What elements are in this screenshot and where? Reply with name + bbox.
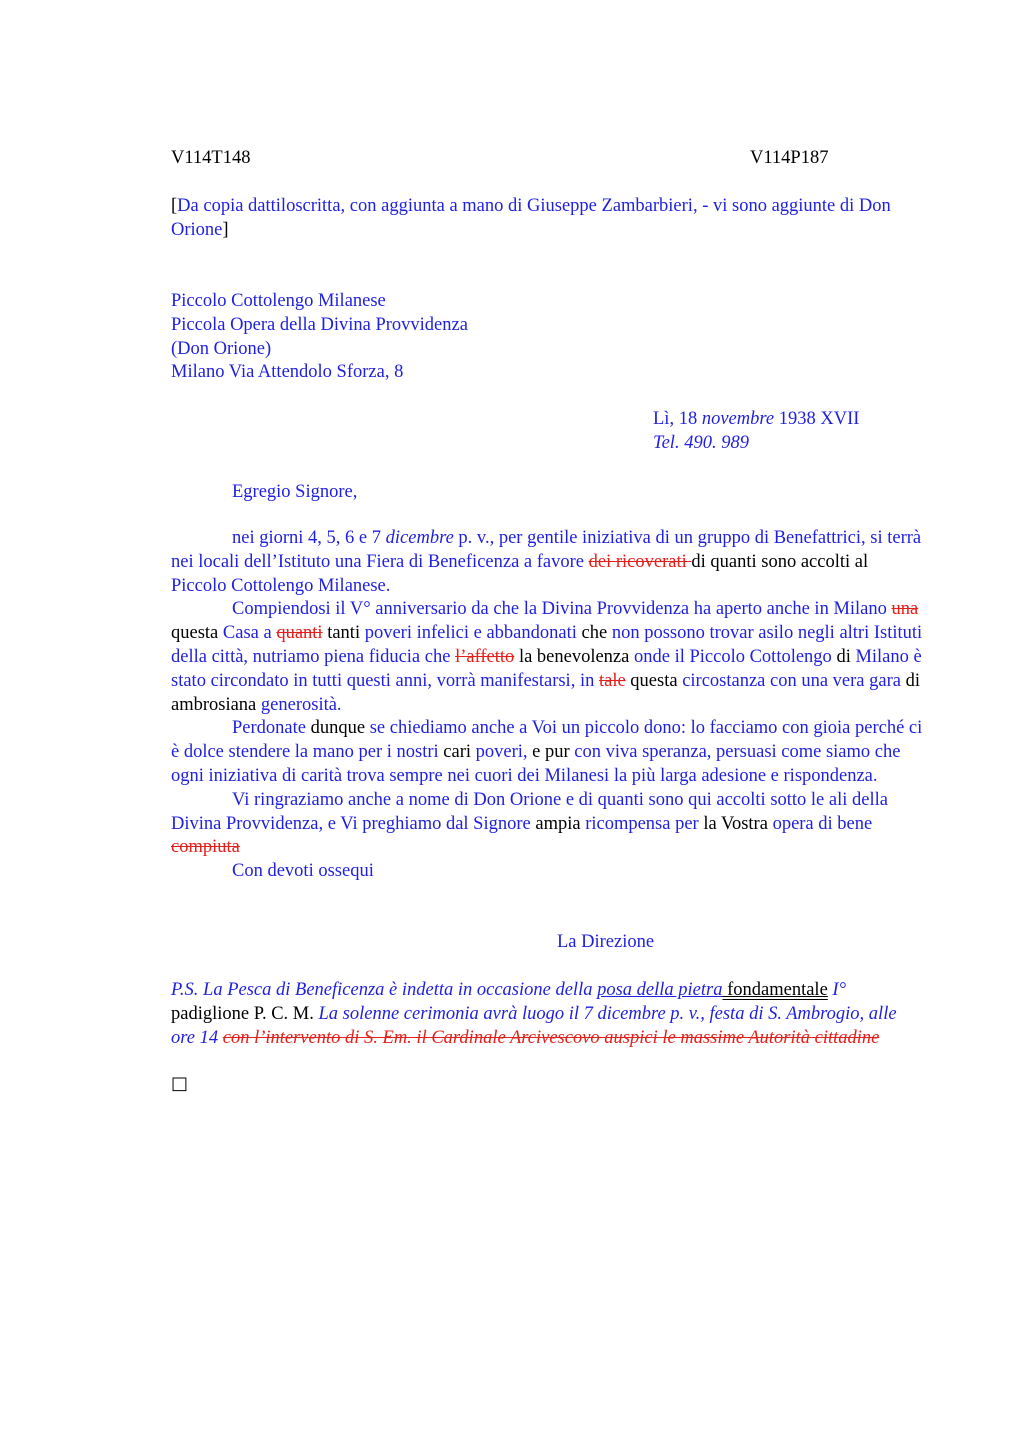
text-run: La solenne cerimonia avrà luogo il 7 dicembre p. v., festa di S. Ambrogio, alle ore 14 (171, 1003, 897, 1048)
text-run: poveri infelici e abbandonati (364, 623, 582, 644)
text-run: p. v., per gentile iniziativa di un gruppo di Benefattrici, si terrà nei locali dell’Istituto una Fiera di Beneficenza a favore (171, 528, 922, 572)
text-run: poveri, (471, 742, 533, 763)
text-run: Casa a (222, 623, 277, 644)
handwritten-addition: che (581, 623, 608, 644)
text-run: opera di bene (767, 813, 873, 834)
handwritten-addition: di quanti sono accolti al (691, 551, 869, 572)
deleted-text: quanti (276, 623, 323, 644)
handwritten-addition: dunque (310, 718, 366, 739)
handwritten-addition: cari (443, 742, 471, 763)
paragraph-4 (171, 789, 927, 860)
handwritten-addition: padiglione P. C. M. (171, 1003, 314, 1024)
signature: La Direzione (557, 932, 655, 952)
text-run: P.S. La Pesca di Beneficenza è indetta in occasione della (171, 980, 598, 1000)
text-run: ricompensa per (580, 813, 704, 834)
text-run: Piccolo Cottolengo Milanese. (171, 575, 391, 596)
date-prefix: Lì, 18 (653, 409, 702, 429)
text-run: nei giorni 4, 5, 6 e 7 (232, 528, 386, 548)
end-of-text-box-icon: □ (171, 1073, 189, 1094)
text-run: Milano è stato circondato in tutti questi anni, vorrà manifestarsi, in (171, 646, 922, 691)
text-run: onde il Piccolo Cottolengo (633, 646, 837, 667)
handwritten-addition: di (836, 646, 851, 667)
text-run: dicembre (385, 528, 454, 548)
document-code-right: V114P187 (750, 148, 829, 168)
underlined-text: posa della pietra (597, 980, 723, 1000)
handwritten-addition: fondamentale (722, 980, 828, 1000)
text-run: Vi ringraziamo anche a nome di Don Orione e di quanti sono qui accolti sotto le ali della Divina Provvidenza, e Vi preghiamo dal Signore (171, 789, 888, 834)
paragraph-2 (171, 598, 927, 717)
handwritten-addition: e pur (532, 742, 570, 763)
date-month: novembre (701, 409, 775, 429)
date-suffix: 1938 XVII (774, 409, 860, 429)
deleted-text: con l’intervento di S. Em. il Cardinale Arcivescovo auspici le massime Autorità cittadine (222, 1027, 880, 1048)
text-run: non possono trovar asilo negli altri Istituti della città, nutriamo piena fiducia che (171, 623, 923, 667)
letterhead-address (171, 290, 468, 385)
text-run: con viva speranza, persuasi come siamo che ogni iniziativa di carità trova sempre nei cuori dei Milanesi la più larga adesione e rispondenza. (171, 742, 901, 786)
address-line: Piccola Opera della Divina Provvidenza (171, 314, 468, 335)
deleted-text: compiuta (171, 837, 240, 858)
handwritten-addition: questa (171, 623, 223, 644)
dateline (653, 408, 859, 456)
paragraph-1 (171, 527, 927, 598)
salutation: Egregio Signore, (232, 482, 358, 502)
text-run: I° (827, 980, 846, 1000)
editorial-note (171, 195, 925, 243)
handwritten-addition: ampia (535, 813, 581, 834)
deleted-text: tale (598, 670, 626, 691)
letter-body (171, 527, 927, 884)
text-run: se chiediamo anche a Voi un piccolo dono: lo facciamo con gioia perché ci è dolce stendere la mano per i nostri (171, 718, 923, 763)
handwritten-addition: la Vostra (703, 813, 768, 834)
deleted-text: dei ricoverati (588, 551, 692, 572)
address-line: (Don Orione) (171, 338, 272, 359)
text-run: generosità. (256, 694, 342, 715)
handwritten-addition: tanti (322, 623, 365, 644)
postscript (171, 979, 916, 1050)
handwritten-addition: questa (625, 670, 683, 691)
text-run: Compiendosi il V° anniversario da che la Divina Provvidenza ha aperto anche in Milano (232, 599, 892, 620)
deleted-text: l’affetto (455, 646, 515, 667)
handwritten-addition: di ambrosiana (171, 670, 920, 715)
note-close-bracket: ] (222, 219, 229, 240)
address-line: Piccolo Cottolengo Milanese (171, 291, 386, 311)
paragraph-3 (171, 717, 927, 788)
closing: Con devoti ossequi (232, 861, 374, 882)
text-run: Perdonate (232, 718, 311, 739)
text-run: circostanza con una vera gara (682, 670, 906, 691)
note-text: Da copia dattiloscritta, con aggiunta a mano di Giuseppe Zambarbieri, - vi sono aggiunte di Don Orione (171, 196, 891, 240)
handwritten-addition: la benevolenza (514, 646, 634, 667)
telephone: Tel. 490. 989 (653, 432, 749, 453)
note-open-bracket: [ (171, 196, 178, 216)
document-code-left: V114T148 (171, 148, 251, 168)
deleted-text: una (891, 599, 919, 620)
address-line: Milano Via Attendolo Sforza, 8 (171, 362, 404, 383)
